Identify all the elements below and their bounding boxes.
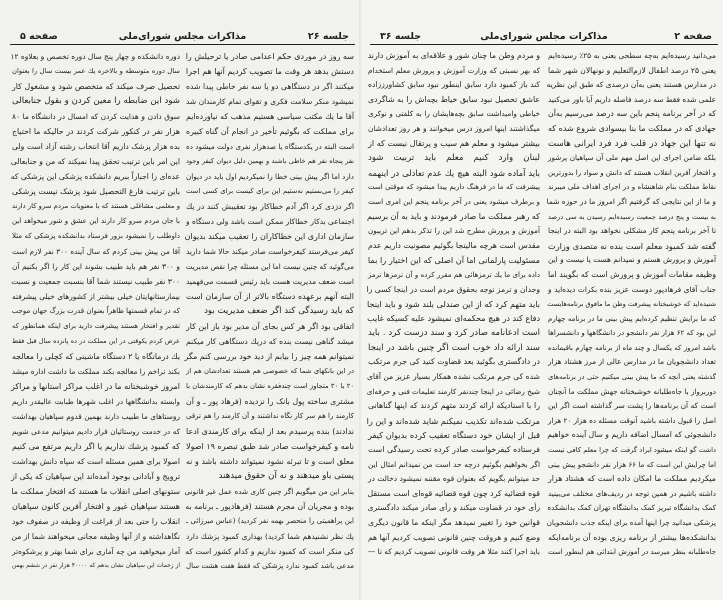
text-line: میشد گناهی نیست بنده که دریك دستگاهی کار میکنم [186, 337, 354, 346]
text-line: آقا ما یك مکتب سیاسی هستیم مذهب که نیاورده‌ایم [186, 112, 354, 121]
text-line: جناب آقای فرهادپور دوست عزیز بنده بکرات دیده‌اید و [548, 284, 716, 294]
text-line: داده برای ما یك ترمزهائی هم مقرر کرده و آن ترمزها ترمز [368, 270, 540, 279]
text-line: شود این ضابطه را معین کردن و بقول جنابعالی [12, 96, 180, 106]
text-line: باید اجرا کنند مثلا هر وقت قانونی تصویب کردیم که تا — [367, 547, 540, 557]
text-line: یك درمانگاه یا ۲ دستگاه ماشینی که کچلی را معالجه [12, 352, 180, 361]
text-line: داشت گو اینکه میشود ایراد گرفت که چرا معلم کافی نیست [548, 446, 716, 455]
text-column-right [548, 49, 716, 560]
page-number: صفحه ۵ [20, 31, 58, 42]
text-line: و ما از این نتایجی که گرفتیم اگر امروز ما در حوزه شما [546, 196, 716, 206]
text-line: باید متهم کرد که از این صندلی بلند شود و باید اینجا [366, 299, 540, 310]
text-line: ۲۰ یا ۳۰ متجاوز است چندفقره نشان بدهم که کارمندشان با [186, 382, 354, 390]
text-line: سه روز در موردی حکم اعدامی صادر یا ترحیلش را [185, 52, 354, 61]
text-line: دارد اما اگر پیش بینی خطا را نمیکردیم اول باید در دیوان [186, 172, 354, 181]
text-line: این بود که ۶۲ هزار نفر دانشجو در دانشگاهها و دانشسراها [548, 329, 716, 338]
text-line: بده هزار پزشک داریم آقا انتخاب رشته آزاد است ولی [12, 142, 180, 151]
text-column-left [368, 49, 540, 560]
text-line: البته آنهم برعهده دستگاه بالاتر از آن سازمان است [186, 292, 354, 301]
text-line: پستی باو میدهند و نه آن حقوق میدهند [218, 471, 354, 481]
text-line: داشته باشیم در همین توجه در ردیف‌های مختلف می‌بینید [548, 488, 716, 498]
text-line: سازمان اداری این خطاکاران را تعقیب میکند بدیوان [184, 232, 354, 241]
text-line: که رهبر مملکت ما صادر فرمودند و باید به آن برسیم [367, 211, 540, 221]
right-page [362, 0, 723, 600]
text-line: اما چرایش این است که ما ۶۶ هزار نفر دانشجو پیش بینی [548, 460, 716, 469]
text-line: اجتماعی بدکار خطاکار ممکن است باشد ولی دستگاه و [186, 217, 354, 226]
text-line: وضع کنیم و هروقت چنین قانونی تصویب کردیم آنها هم [368, 532, 540, 542]
text-line: نه تنها این جهاد در قلب فرد فرد ایرانی هاست [548, 138, 716, 149]
text-line: دوربرواز با جاه‌طلبانه خوشبختانه جهش مملکت ما آنچنان [548, 386, 716, 396]
text-line: وابسته بدانشگاهها در اغلب شهرها طبابت عالیقدر داریم [12, 397, 180, 406]
text-line: تعداد دانشجویان ما در مدارس عالی از مرز هشتاد هزار [547, 357, 716, 367]
text-column-right [186, 49, 354, 574]
text-line: و معلمی مشاغلی هستند که با معنویات مردم سرو کار دارند [12, 202, 180, 210]
text-line: است ادعانامه صادر کرد و سند درست کرد . باید [368, 328, 540, 339]
text-line: علمی شده فقط سه درصد فاصله داریم آیا باور می‌کنید [548, 94, 716, 104]
session-number: جلسه ۲۶ [307, 31, 349, 42]
text-line: در مدارس هستند یعنی به‌آن درصدی که طبق این نظریه [546, 80, 716, 90]
text-line: اگر دزدی کرد اگر آدم خطاکار بود تعقیبش کنند در یك [186, 202, 354, 211]
text-line: میکردیم مملکت ما امکان داده است که هشتاد هزار [548, 474, 716, 484]
publication-title: مذاکرات مجلس شورای‌ملی [118, 31, 247, 42]
page-header [10, 31, 355, 45]
text-line: معلق است و تا تبرئه نشود نمیتواند داشته باشد و نه [186, 457, 354, 466]
text-line: شده کی جرم مرتکب نشده همکار بسیار عزیز من آقای [366, 372, 540, 382]
text-line: تقدیر و افتخار هستند پیشرفت دارید برای اینکه همانطور که [12, 322, 180, 330]
text-line: میگذاشتند اینها امروز درس میخوانند و هر روز تعدادشان [368, 123, 540, 133]
text-line: انقلاب را حتی بعد از فراغت از وظیفه در صفوف خود [12, 517, 180, 526]
text-line: مدعی باشد کمبود ندارد پزشکی که فقط هفت هشت سال [186, 562, 354, 570]
text-line: قوانین خود را تغییر نمیدهد مگر اینکه ما قانون دیگری [368, 518, 540, 527]
text-line: بیمارستانهایتان خیلی بیشتر از کشورهای خیلی پیشرفته [12, 292, 180, 301]
text-line: میکنند اگر در دستگاهی دو یا سه نفر خاطی پیدا شده [186, 82, 354, 91]
text-column-left [12, 49, 180, 574]
text-line: سوق دادن و هدایت کردن که امسال در دانشگاه ما ۸۰ [12, 112, 180, 121]
text-line: به بیست و پنج درصد جمعیت رسیده‌ایم رسیدن به سی درصد [548, 212, 716, 221]
text-line: مشتری ساخته پول بانک را نزدیده (فرهاد پور ـ و آن [186, 397, 354, 406]
text-line: که در تمام قسمتها ظاهراً بعنوان قدرت بزرگ جهان موجب [11, 307, 180, 315]
text-line: باین ترتیب فارغ التحصیل شود پزشک نیست پزشکی [12, 187, 180, 196]
text-line: تا آخر برنامه پنجم کار مشکلی نخواهد بود البته در اینجا [548, 226, 716, 236]
text-line: سند ارائه داد خوب است اگر چنین باشد در اینجا [368, 342, 540, 353]
text-line: و ۳۰۰ نفر هم باید طبیب بشوند این کار را اگر بکنیم آن [12, 262, 180, 271]
text-line: با جان مردم سرو کار دارند این عشق و شور میخواهد این [12, 217, 180, 225]
text-line: هزار نفر در کنکور شرکت کردند در حالیکه ما احتیاج [12, 127, 180, 136]
text-line: اگر بخواهیم بگوئیم درچه حد است من نمیدانم امثال این [368, 459, 540, 469]
text-line: عرض کردم یکوقتی در این مملکت در ده پانزده سال قبل فقط [12, 337, 180, 345]
text-line: رأی خود در قضاوت میکند و رأی صادر میکند دادگستری [367, 503, 540, 513]
text-line: کند باز کمبود دارد سابق اینطور نبود سابق کشاورززاده [368, 80, 540, 90]
text-line: بدانشکده‌ها بیشتر از برنامه ریزی بوده آن برنامه‌ایکه [548, 532, 716, 542]
text-line: قبل از ایشان خود دستگاه تعقیب کرده بدیوان کیفر [368, 430, 540, 441]
text-line: باشد امروز که یکسال و چند ماه از برنامه چهارم باقیمانده [548, 343, 716, 352]
text-line: و برطرف میشود یعنی در آخر برنامه پنجم این امری است [368, 196, 540, 206]
text-line: است ضعف مدیریت هست باید رئیس قسمت می‌فهمید [186, 277, 354, 286]
text-line: است البته در یکدستگاه یا صدهزار نفری دولت میشود ده [186, 142, 354, 151]
text-line: و افتخار آفرین انقلاب هستند که دانش و سواد را بدورترین [548, 168, 716, 177]
text-line: نگاهداشته و از آنها وظیفه مجانی میخواهند شما از من [11, 532, 180, 541]
text-line: ترویج و آبادانی بوجود آمده‌اند این سپاهیان که یکی از [11, 472, 180, 481]
text-line: این امر باین ترتیب تحقق پیدا نمیکند که من و جنابعالی [10, 157, 180, 166]
page-header [370, 31, 718, 45]
text-line: یك نظر نشنیدهم شما کردید) بهداری کمبود پزشك دارد [186, 532, 354, 541]
text-line: خیاطی وامیداشت سابق بچه‌هایشان را به کلفتی و نوکری [368, 109, 540, 119]
text-line: دوره دانشکده و چهار پنج سال دوره تخصص و بعلاوه ۱۲ [10, 52, 180, 61]
text-line: که در آخر برنامه پنجم باین سه درصد می‌رسیم به‌آن [548, 109, 716, 119]
text-line: کمک بدانشگاه تبریز کمک بدانشگاه تهران کمک بدانشکده [547, 503, 716, 513]
text-line: ندادند) بنده پرسیدم بعد از اینکه برای کارمندی ادعا [186, 427, 354, 436]
text-line: بیشتر میشود و معلم هم سیب و پرتقال نیست که از [368, 138, 540, 148]
text-line: لبنان وارد کنیم معلم باید تربیت شود [368, 153, 540, 164]
text-line: آقا من پیش بینی کردم که سال آینده ۳۰۰ نفر لازم است [12, 247, 180, 256]
text-line: این پراهمیتی را منحصر بهمه نفر کردید) (عباس میرزائی ـ [186, 517, 354, 525]
text-line: روستاهای ما طبیب دارند بهمین قدوم سپاهیان بهداشت [12, 412, 180, 421]
text-line: که در خدمت روستائیان قرار دادیم میتوانیم مدعی شویم [12, 427, 180, 436]
text-line: آمار میخواهید من چه آماری برای شما بهتر و پرشکوه‌تر [12, 547, 180, 556]
publication-title: مذاکرات مجلس شورای‌ملی [480, 31, 608, 42]
text-line: گفته شد کمبود معلم است بنده نه متصدی وزارت [548, 240, 716, 251]
text-line: سال دوره متوسطه و بالاخره یك عمر بیست سال را بعنوان [12, 67, 180, 75]
text-line: عاشق تحصیل نبود سابق خیاط بچه‌اش را به شاگردی [368, 94, 540, 104]
text-line: وظیفه مقامات آموزش و پرورش است که بگویند اما [548, 269, 716, 279]
text-line: بلکه ضامن اجرای این اصل مهم ملی آن سپاهیان پرشور [548, 153, 716, 163]
text-line: گذشته یعنی آنچه که ما پیش بینی میکنیم حتی در برنامه‌های [548, 373, 716, 382]
text-line: کارمند را هم سر کار نگاه نداشتند و آن کارمند را هم ترقی [186, 412, 354, 420]
text-line: نقاط مملکت بنام شاهنشاه و در اجرای اهداف ملی میبرند [548, 183, 716, 192]
text-line: ستونهای اصلی انقلاب ما هستند که افتخار مملکت ما [11, 487, 180, 496]
text-line: اتفاقی بود اگر هر کس بجای آن مدیر بود باز این کار [186, 322, 354, 331]
text-line: پیشرفت که ما در فرهنگ داریم پیدا میشود که موقتی است [368, 183, 540, 192]
text-line: است که آن برنامه‌ها را پشت سر گذاشته است اگر این [548, 401, 716, 411]
text-line: آموزش و پرورش مطرح شد این را تذکر بدهم این تریبون [368, 226, 540, 236]
text-line: دستش بدهد هر وقت ما تصویب کردیم آنها هم اجرا [185, 67, 354, 76]
text-line: دفاع کند در هیچ محکمه‌ای نمیشود علیه کسیکه غایب [367, 313, 540, 323]
text-line: آموزش و پرورش هستم و نمیدانم هست یا نیست و این [548, 255, 716, 265]
text-line: اصولا برای همین مسئله است که سپاه دانش بهداشت [11, 457, 180, 466]
text-line: شنیده‌اید که خوشبختانه پیشرفت وطن ما مافوق برنامه‌هایست [547, 300, 716, 309]
text-line: اصل را قبول داشته باشید آنوقت مسئله ده هزار ۲۰ هزار [548, 415, 716, 425]
text-line: حد میتوانم بگویم که بعنوان قوه مقننه نمیشود دخالت در [368, 474, 540, 484]
text-line: باید آماده شود البته هیچ یك عدم تعادلی در اینهمه [368, 167, 540, 178]
text-line: می‌دانید رسیده‌ایم به‌چه سطحی یعنی به ۲۵٪ رسیده‌ایم [548, 51, 716, 60]
text-line: که ما برایش تنظیم کرده‌ایم پیش بینی ما در برنامه چهارم [548, 314, 716, 323]
text-line: مرتکب شده‌اند تکذیب نمیکنم شاید شده‌اند و این را [366, 415, 540, 426]
text-line: عده‌ای را اجباراً ببریم دانشکده پزشکی این پزشکی که [10, 172, 180, 181]
page-number: صفحه ۲ [674, 31, 712, 42]
text-line: مسئولیت پارلمانی اما آن اصلی که این اختیار را بما [367, 255, 540, 266]
text-line: جاه‌طلبانه بنظر میرسد در آموزش ابتدائی هم اینطور است [548, 548, 716, 557]
text-line: شیخ رضائی در اینجا چندنفر کارمند تعلیمات فنی و حرفه‌ای [366, 386, 540, 396]
text-line: بکند تراخم را معالجه بکند مملکت ما داشت اداره میشد [11, 367, 180, 376]
text-line: داوطلب را نمیشود بزور فرستاد بدانشکده پزشکی که مثلا [12, 232, 180, 240]
text-line: در این بانکهای شما که خصوصی هم هستند تعدادشان هم از [186, 367, 354, 375]
text-line: را با اسنادیکه ارائه کردند متهم کردند که اینها گناهانی [368, 401, 540, 411]
text-line: که بهر نسبتی که وزارت آموزش و پرورش معلم استخدام [368, 65, 540, 75]
text-line: که باید رسیدگی کند اگر ضعف مدیریت بود [204, 306, 354, 316]
text-line: بنابر این من میگویم اگر چنین کاری شده عمل غیر قانونی [184, 487, 354, 496]
text-line: برای مملکت که بگوئیم تأخیر در انجام آن گناه کبیره [186, 127, 354, 136]
text-line: و مردم وطن ما چنان شور و علاقه‌ای به آموزش دارند [367, 51, 540, 60]
text-line: کیفر می‌فرستد کیفرخواست صادر میکند حالا شما دارید [186, 247, 354, 256]
text-line: بوده و مجریان آن مجرم هستند (فرهادپور ـ برنامه به [185, 502, 354, 511]
text-line: نمیتوانم همه چیز را بیابم از دید خود بررسی کنم مگر [184, 352, 354, 361]
text-line: فرستاده کیفرخواست صادر کرده تحت رسیدگی است [368, 445, 540, 455]
text-line: نفر پنجاه نفر هم خاطی باشند و بهمین دلیل دیوان کیفر وجود [186, 157, 354, 165]
text-line: در دادگستری بگوئید بعد قضاوت کنید کی جرم مرتکب [368, 357, 540, 367]
text-line: که کمبود پزشك نداریم یا اگر داریم مرتفع می کنیم [12, 442, 180, 451]
text-line: هستند سپاهیان غیور و افتخار آفرین کانون سپاهیان [12, 502, 180, 511]
text-line: کی منکر است که کمبود نداریم و کدام کشور است که [185, 547, 354, 556]
text-line: امروز خوشبختانه ما در اغلب مراکز استانها و مراکز [10, 382, 180, 391]
text-line: مقدس است هرچه مالینجا بگوئیم مصونیت داریم عدم [368, 240, 540, 250]
text-line: از زحمات این سپاهیان نشان بدهم که ۴۰۰۰۰ هزار نفر در ششم بهمن [12, 563, 180, 569]
text-line: نامه و کیفرخواست صادر شد طبق تبصره ۱۹ اصولا [186, 442, 354, 451]
text-line: دانشجوئی که امسال اضافه داریم و سال آینده خواهیم [547, 430, 716, 440]
text-line: جهادی که در مملکت ما بنا بیسوادی شروع شده که [548, 123, 716, 133]
text-line: وجدان و ترمز توجه بحقوق مردم است در اینجا کسی را [366, 284, 540, 294]
text-line: نمیشود منکر سلامت فکری و تقوای تمام کارمندان شد [186, 97, 354, 106]
text-line: کیفر را می‌بستیم نه‌ستیم این برای کیست برای کسی است [186, 187, 354, 195]
session-number: جلسه ۳۶ [380, 31, 422, 42]
text-line: تحصیل صرف میکند که متخصص شود و مشغول کار [12, 82, 180, 91]
text-line: می‌گوئید که چنین نیست اما این مسئله چرا نقص مدیریت [185, 262, 354, 271]
text-line: پزشکی میدانید چرا اینها آمده برای اینکه جذب دانشجویان [546, 518, 716, 527]
text-line: یعنی ۲۵ درصد اطفال لازم‌التعلیم و نونهالان شهر شما [548, 65, 716, 75]
text-line: ۳۰۰ نفر طبیب نیستند شما آقا بنسبت جمعیت و نسبت [11, 277, 180, 286]
text-line: قوه قضائیه کرد چون قوه قضائیه قوه‌ای است مستقل [367, 488, 540, 498]
